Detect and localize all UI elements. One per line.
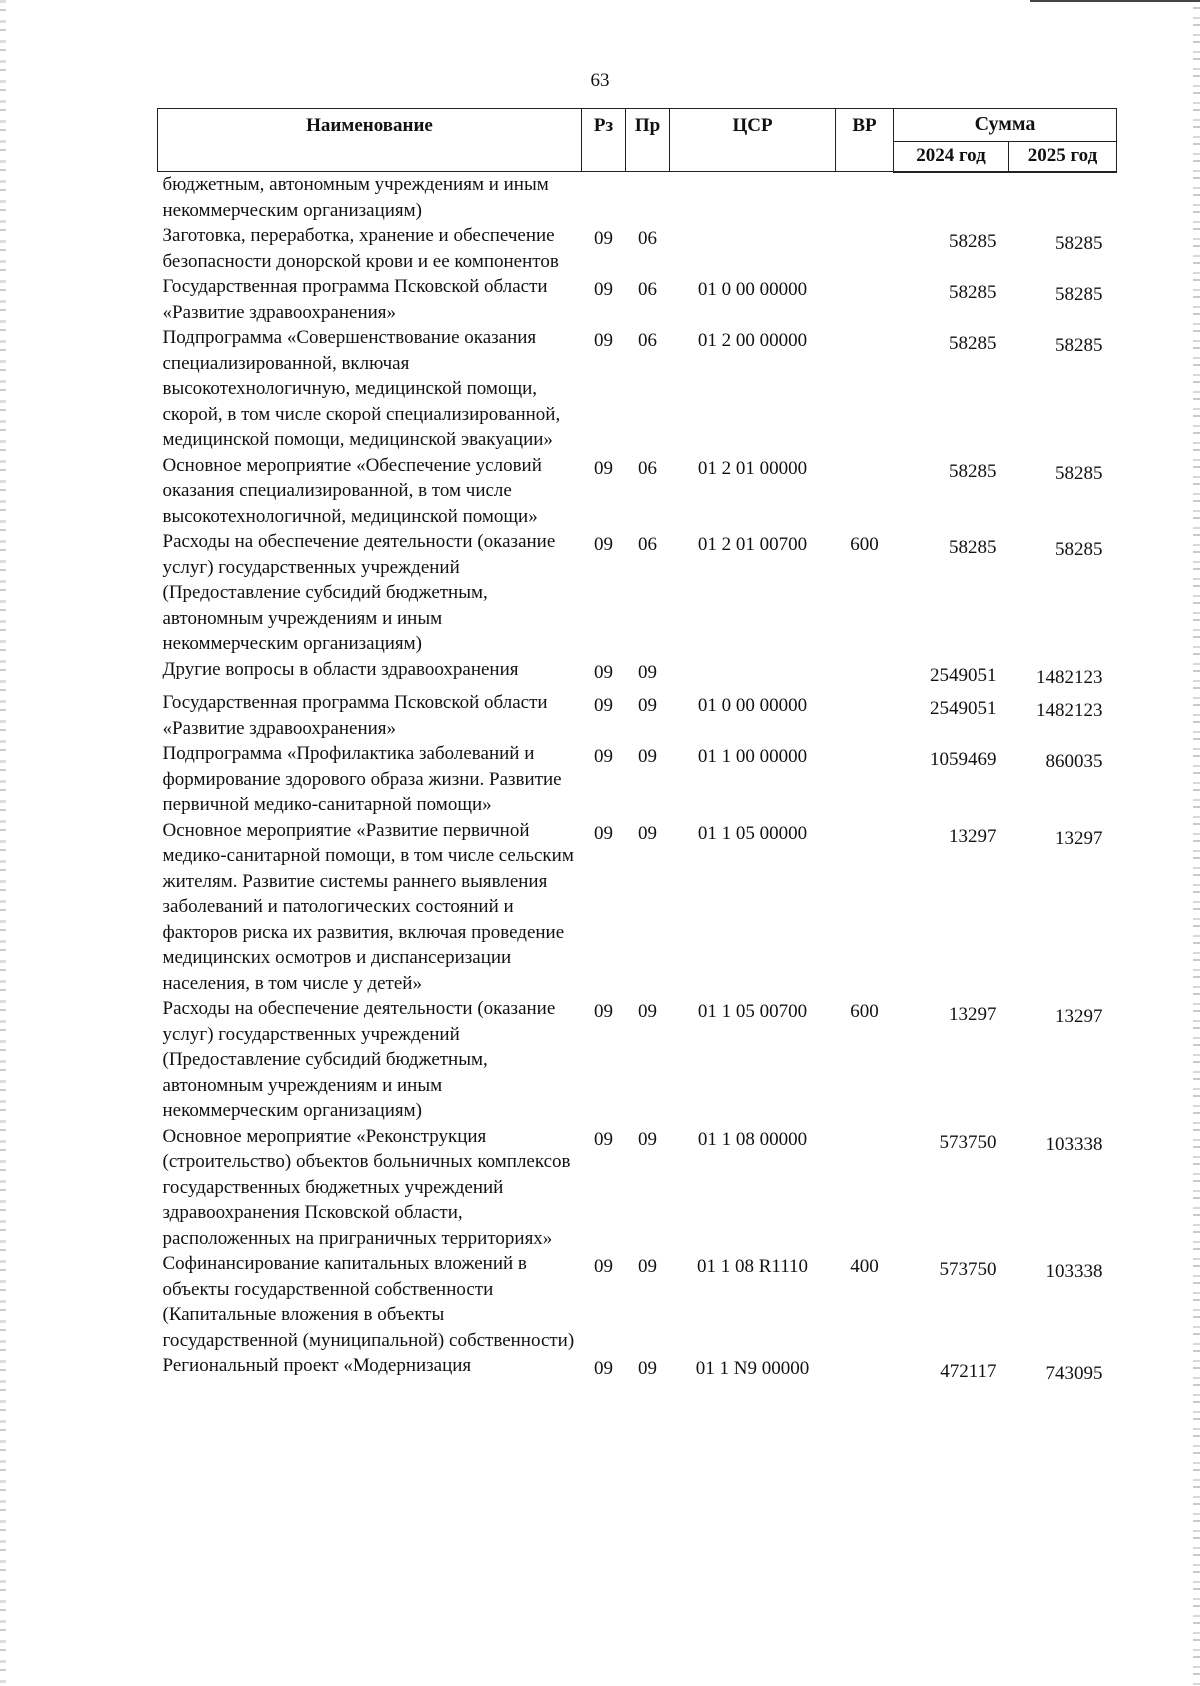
row-sum-2024: 2549051 xyxy=(930,698,997,719)
row-vr xyxy=(836,274,894,325)
table-row xyxy=(158,690,1117,741)
row-sum-2024 xyxy=(894,172,1009,224)
row-pr xyxy=(626,172,670,224)
row-sum-2025 xyxy=(1009,172,1117,224)
row-pr: 09 xyxy=(638,661,657,683)
row-csr: 01 2 00 00000 xyxy=(697,330,808,351)
row-sum-2025: 1482123 xyxy=(1036,666,1103,688)
row-csr: 01 0 00 00000 xyxy=(697,695,808,716)
row-name: Заготовка, переработка, хранение и обеспечение безопасности донорской крови и ее компонентов xyxy=(162,225,559,272)
row-vr xyxy=(836,741,894,818)
table-row xyxy=(158,657,1117,691)
row-rz: 09 xyxy=(594,228,613,249)
table-row xyxy=(158,818,1117,997)
row-name: Основное мероприятие «Развитие первичной медико-санитарной помощи, в том числе сельским жителям. Развитие системы раннего выявления заболеваний и патологических состояний и факторов риска их развития, включая проведение медицинских осмотров и диспансеризации населения, в том числе у детей» xyxy=(162,819,574,994)
header-year-2025: 2025 год xyxy=(1009,141,1117,171)
row-sum-2024: 573750 xyxy=(939,1131,997,1153)
table-row xyxy=(158,1124,1117,1252)
row-vr xyxy=(836,453,894,530)
header-name: Наименование xyxy=(158,109,582,172)
row-sum-2024: 58285 xyxy=(949,282,997,303)
row-csr xyxy=(670,223,836,274)
table-row xyxy=(158,325,1117,453)
row-vr xyxy=(836,818,894,997)
row-csr: 01 1 08 00000 xyxy=(697,1128,808,1150)
row-csr: 01 1 05 00700 xyxy=(697,1001,808,1022)
row-rz: 09 xyxy=(594,330,613,351)
table-row xyxy=(158,1353,1117,1387)
row-name: Расходы на обеспечение деятельности (оказание услуг) государственных учреждений (Предоставление субсидий бюджетным, автономным учреждениям и иным некоммерческим организациям) xyxy=(162,531,556,654)
row-vr xyxy=(836,223,894,274)
row-sum-2024: 472117 xyxy=(940,1361,997,1382)
row-sum-2025: 58285 xyxy=(1055,233,1103,254)
row-sum-2024: 58285 xyxy=(949,231,997,252)
row-vr: 600 xyxy=(850,1001,879,1022)
row-sum-2025: 58285 xyxy=(1055,335,1103,356)
row-rz: 09 xyxy=(594,457,613,479)
row-name: Основное мероприятие «Реконструкция (строительство) объектов больничных комплексов государственных бюджетных учреждений здравоохранения Псковской области, расположенных на приграничных территориях» xyxy=(162,1125,571,1249)
row-rz: 09 xyxy=(594,1256,613,1277)
row-pr: 09 xyxy=(638,1256,657,1277)
table-header xyxy=(158,109,1117,172)
row-rz xyxy=(582,172,626,224)
row-name: Государственная программа Псковской области «Развитие здравоохранения» xyxy=(162,276,548,323)
row-name: Другие вопросы в области здравоохранения xyxy=(162,658,519,680)
row-csr: 01 0 00 00000 xyxy=(697,279,808,300)
row-csr: 01 2 01 00700 xyxy=(697,534,808,555)
table-row xyxy=(158,453,1117,530)
row-sum-2025: 58285 xyxy=(1055,284,1103,305)
budget-table xyxy=(157,108,1117,1387)
row-csr: 01 2 01 00000 xyxy=(697,457,808,479)
row-pr: 06 xyxy=(638,330,657,351)
row-vr xyxy=(836,172,894,224)
row-csr: 01 1 05 00000 xyxy=(697,822,808,844)
row-pr: 09 xyxy=(638,1001,657,1022)
row-rz: 09 xyxy=(594,1001,613,1022)
row-pr: 09 xyxy=(638,822,657,844)
header-pr: Пр xyxy=(626,109,670,172)
row-sum-2025: 1482123 xyxy=(1036,700,1103,721)
header-rz: Рз xyxy=(582,109,626,172)
table-row xyxy=(158,996,1117,1124)
row-pr: 09 xyxy=(638,1128,657,1150)
table-row xyxy=(158,529,1117,657)
row-sum-2024: 13297 xyxy=(949,825,997,847)
row-rz: 09 xyxy=(594,746,613,767)
row-sum-2024: 58285 xyxy=(949,537,997,558)
row-sum-2024: 13297 xyxy=(949,1004,997,1025)
header-csr: ЦСР xyxy=(670,109,836,172)
row-rz: 09 xyxy=(594,1358,613,1379)
row-rz: 09 xyxy=(594,534,613,555)
row-vr xyxy=(836,657,894,691)
row-csr xyxy=(670,172,836,224)
row-vr xyxy=(836,1124,894,1252)
row-rz: 09 xyxy=(594,1128,613,1150)
table-row xyxy=(158,172,1117,224)
scan-edge-right xyxy=(1193,0,1200,1686)
row-csr: 01 1 N9 00000 xyxy=(695,1358,810,1379)
row-vr xyxy=(836,1353,894,1387)
header-sum: Сумма xyxy=(894,109,1117,142)
row-pr: 06 xyxy=(638,534,657,555)
row-pr: 06 xyxy=(638,228,657,249)
row-name: Расходы на обеспечение деятельности (оказание услуг) государственных учреждений (Предоставление субсидий бюджетным, автономным учреждениям и иным некоммерческим организациям) xyxy=(162,998,556,1121)
table-body xyxy=(158,172,1117,1387)
row-name: Софинансирование капитальных вложений в объекты государственной собственности (Капитальные вложения в объекты государственной (муниципальной) собственности) xyxy=(162,1253,575,1351)
row-pr: 09 xyxy=(638,746,657,767)
row-name: бюджетным, автономным учреждениям и иным некоммерческим организациям) xyxy=(162,174,549,221)
scan-edge-top xyxy=(1030,0,1200,2)
row-csr: 01 1 08 R1110 xyxy=(696,1256,808,1277)
table-row xyxy=(158,1251,1117,1353)
row-sum-2024: 1059469 xyxy=(930,749,997,770)
row-rz: 09 xyxy=(594,822,613,844)
row-vr xyxy=(836,325,894,453)
row-csr: 01 1 00 00000 xyxy=(697,746,808,767)
row-sum-2024: 573750 xyxy=(939,1259,997,1280)
table-row xyxy=(158,223,1117,274)
row-sum-2025: 743095 xyxy=(1045,1363,1103,1384)
row-vr: 600 xyxy=(850,534,879,555)
row-sum-2024: 58285 xyxy=(949,460,997,482)
row-rz: 09 xyxy=(594,661,613,683)
row-pr: 06 xyxy=(638,279,657,300)
table-row xyxy=(158,741,1117,818)
row-sum-2025: 13297 xyxy=(1055,827,1103,849)
row-csr xyxy=(670,657,836,691)
row-sum-2025: 103338 xyxy=(1045,1261,1103,1282)
row-name: Государственная программа Псковской области «Развитие здравоохранения» xyxy=(162,692,548,739)
row-pr: 06 xyxy=(638,457,657,479)
row-sum-2025: 58285 xyxy=(1055,462,1103,484)
row-sum-2025: 860035 xyxy=(1045,751,1103,772)
table-row xyxy=(158,274,1117,325)
row-rz: 09 xyxy=(594,695,613,716)
row-name: Региональный проект «Модернизация xyxy=(162,1355,472,1376)
page-number: 63 xyxy=(590,70,610,91)
row-sum-2025: 103338 xyxy=(1045,1133,1103,1155)
row-name: Основное мероприятие «Обеспечение условий оказания специализированной, в том числе высокотехнологичной, медицинской помощи» xyxy=(162,454,542,527)
row-vr xyxy=(836,690,894,741)
row-sum-2024: 58285 xyxy=(949,333,997,354)
row-pr: 09 xyxy=(638,695,657,716)
header-year-2024: 2024 год xyxy=(894,141,1009,171)
row-rz: 09 xyxy=(594,279,613,300)
row-sum-2025: 58285 xyxy=(1055,539,1103,560)
row-sum-2024: 2549051 xyxy=(930,664,997,686)
row-name: Подпрограмма «Профилактика заболеваний и формирование здорового образа жизни. Развитие первичной медико-санитарной помощи» xyxy=(162,743,562,815)
row-vr: 400 xyxy=(850,1256,879,1277)
header-vr: ВР xyxy=(836,109,894,172)
row-pr: 09 xyxy=(638,1358,657,1379)
row-sum-2025: 13297 xyxy=(1055,1006,1103,1027)
row-name: Подпрограмма «Совершенствование оказания специализированной, включая высокотехнологичную, медицинской помощи, скорой, в том числе скорой специализированной, медицинской помощи, медицинской эвакуации» xyxy=(162,327,561,450)
scan-edge-left xyxy=(0,0,6,1686)
